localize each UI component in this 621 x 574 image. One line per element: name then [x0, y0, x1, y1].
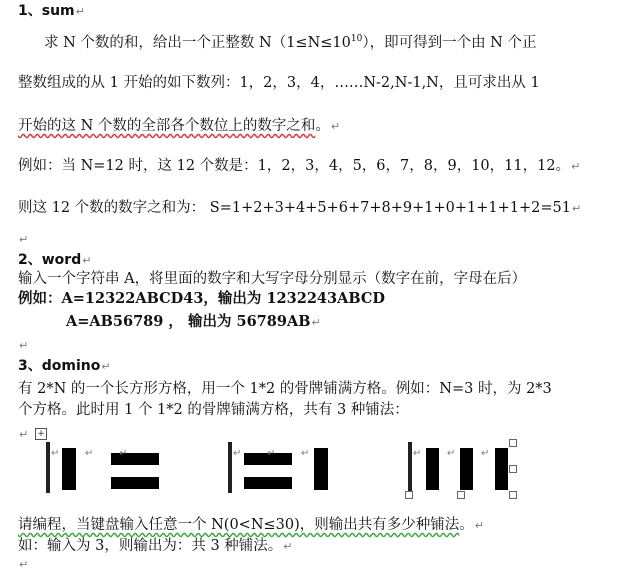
domino-description-line-1: 有 2*N 的一个长方形方格，用一个 1*2 的骨牌铺满方格。例如：N=3 时，为 2*3: [18, 381, 552, 397]
tiling-grid-2: [228, 442, 232, 493]
cell-mark: ↵: [481, 448, 490, 459]
section-3-heading: 3、domino↵: [18, 358, 111, 374]
resize-handle-bottom-center[interactable]: [457, 491, 465, 499]
table-move-handle-icon[interactable]: +: [35, 428, 47, 440]
domino-task-line: 请编程，当键盘输入任意一个 N(0<N≤30)，则输出共有多少种铺法。↵: [18, 517, 484, 533]
word-example-2: A=AB56789 ， 输出为 56789AB↵: [66, 313, 321, 330]
cell-mark: ↵: [85, 448, 94, 459]
domino-vertical: [314, 448, 328, 490]
tiling-grid-3: [408, 442, 412, 493]
domino-vertical: [62, 448, 76, 490]
resize-handle-top-right[interactable]: [509, 439, 517, 447]
cell-mark: ↵: [413, 448, 422, 459]
domino-vertical: [426, 448, 439, 490]
cell-mark: ↵: [301, 448, 310, 459]
cell-mark: ↵: [51, 448, 60, 459]
cell-mark: ↵: [447, 448, 456, 459]
section-1-heading: 1、sum↵: [18, 3, 85, 19]
empty-paragraph: ↵: [19, 558, 29, 571]
domino-description-line-2: 个方格。此时用 1 个 1*2 的骨牌铺满方格，共有 3 种铺法：: [18, 402, 409, 418]
domino-example-line: 如：输入为 3，则输出为：共 3 种铺法。↵: [18, 538, 293, 554]
sum-paragraph-line-3: 开始的这 N 个数的全部各个数位上的数字之和。↵: [18, 118, 341, 134]
resize-handle-middle-right[interactable]: [509, 465, 517, 473]
table-anchor[interactable]: ↵ +: [18, 428, 54, 442]
tiling-grid-1: [46, 442, 50, 493]
domino-vertical: [460, 448, 473, 490]
domino-horizontal: [111, 477, 159, 489]
cell-mark: ↵: [267, 448, 276, 459]
section-2-heading: 2、word↵: [18, 252, 92, 268]
sum-paragraph-line-1: 求 N 个数的和，给出一个正整数 $N(1\le N\le 10^{10})$，即可得到一个由 N 个正: [44, 34, 537, 51]
domino-vertical: [495, 448, 508, 490]
cell-mark: ↵: [119, 448, 128, 459]
resize-handle-bottom-left[interactable]: [405, 491, 413, 499]
resize-handle-bottom-right[interactable]: [509, 491, 517, 499]
cell-mark: ↵: [233, 448, 242, 459]
empty-paragraph: ↵: [19, 339, 29, 352]
sum-example-line: 例如：当 N=12 时，这 12 个数是：1，2，3，4，5，6，7，8，9，10，11，12。↵: [18, 158, 581, 174]
empty-paragraph: ↵: [19, 233, 29, 246]
sum-paragraph-line-2: 整数组成的从 1 开始的如下数列：1，2，3，4，……N-2,N-1,N，且可求出从 1: [18, 75, 540, 91]
word-description: 输入一个字符串 A，将里面的数字和大写字母分别显示（数字在前，字母在后）: [18, 271, 527, 287]
domino-horizontal: [244, 477, 292, 489]
word-example-1: 例如：A=12322ABCD43，输出为 1232243ABCD: [18, 290, 385, 307]
sum-result-line: 则这 12 个数的数字之和为： S=1+2+3+4+5+6+7+8+9+1+0+1+1+1+2=51↵: [18, 200, 582, 216]
